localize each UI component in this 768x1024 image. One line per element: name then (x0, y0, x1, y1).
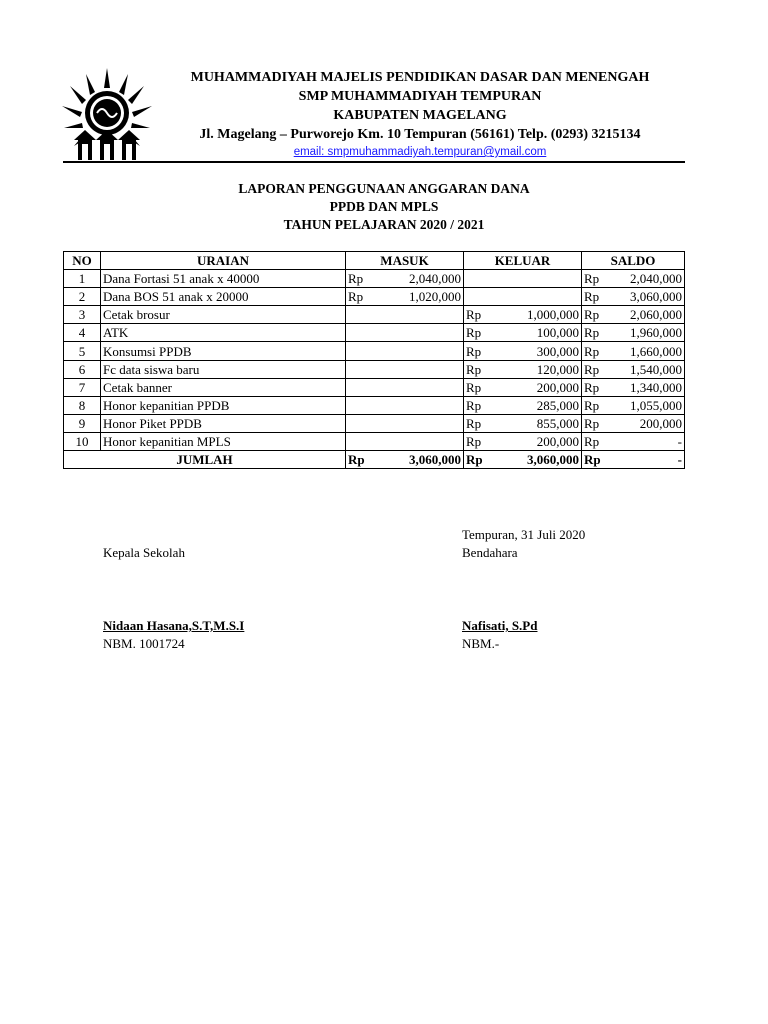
table-row (64, 288, 685, 306)
row-saldo (582, 360, 685, 378)
table-row (64, 396, 685, 414)
left-nbm: NBM. 1001724 (103, 636, 185, 651)
signature-right (462, 544, 518, 562)
total-label: JUMLAH (64, 451, 346, 469)
row-saldo (582, 378, 685, 396)
header-keluar: KELUAR (464, 252, 582, 270)
currency-label: Rp (466, 379, 482, 395)
amount: - (677, 433, 682, 449)
currency-label: Rp (348, 289, 364, 305)
row-uraian: Cetak brosur (101, 306, 346, 324)
currency-label: Rp (466, 361, 482, 377)
row-keluar (464, 270, 582, 288)
row-uraian: Dana BOS 51 anak x 20000 (101, 288, 346, 306)
row-no: 4 (64, 324, 101, 342)
row-uraian: Honor Piket PPDB (101, 414, 346, 432)
row-masuk (346, 378, 464, 396)
amount: 2,040,000 (409, 271, 461, 287)
amount: 200,000 (536, 379, 579, 395)
table-row (64, 432, 685, 450)
amount: 100,000 (536, 325, 579, 341)
header-masuk: MASUK (346, 252, 464, 270)
currency-label: Rp (584, 433, 600, 449)
amount: 1,660,000 (630, 343, 682, 359)
table-row (64, 360, 685, 378)
row-no: 2 (64, 288, 101, 306)
currency-label: Rp (466, 415, 482, 431)
row-masuk (346, 396, 464, 414)
row-keluar (464, 306, 582, 324)
amount: 120,000 (536, 361, 579, 377)
row-no: 3 (64, 306, 101, 324)
report-title-line-2: PPDB DAN MPLS (329, 199, 439, 214)
row-no: 1 (64, 270, 101, 288)
row-uraian: ATK (101, 324, 346, 342)
row-masuk (346, 360, 464, 378)
school-email-link[interactable]: email: smpmuhammadiyah.tempuran@ymail.com (293, 146, 547, 158)
amount: 1,055,000 (630, 397, 682, 413)
table-total-row (64, 451, 685, 469)
row-keluar (464, 414, 582, 432)
amount: 300,000 (536, 343, 579, 359)
currency-label: Rp (466, 343, 482, 359)
currency-label: Rp (466, 307, 482, 323)
row-saldo (582, 342, 685, 360)
row-keluar (464, 324, 582, 342)
amount: 3,060,000 (409, 452, 461, 468)
row-keluar (464, 396, 582, 414)
currency-label: Rp (584, 325, 600, 341)
row-saldo (582, 270, 685, 288)
row-saldo (582, 288, 685, 306)
amount: 1,020,000 (409, 289, 461, 305)
table-row (64, 306, 685, 324)
amount: 2,060,000 (630, 307, 682, 323)
row-keluar (464, 432, 582, 450)
header-uraian: URAIAN (101, 252, 346, 270)
row-uraian: Cetak banner (101, 378, 346, 396)
regency-name: KABUPATEN MAGELANG (333, 108, 507, 123)
row-keluar (464, 288, 582, 306)
header-no: NO (64, 252, 101, 270)
amount: 200,000 (639, 415, 682, 431)
letterhead (150, 68, 690, 160)
amount: - (677, 452, 682, 468)
row-masuk (346, 288, 464, 306)
row-masuk (346, 432, 464, 450)
row-uraian: Konsumsi PPDB (101, 342, 346, 360)
amount: 285,000 (536, 397, 579, 413)
currency-label: Rp (348, 271, 364, 287)
row-saldo (582, 396, 685, 414)
right-nbm: NBM.- (462, 636, 500, 651)
budget-table (63, 251, 685, 469)
row-saldo (582, 414, 685, 432)
amount: 3,060,000 (527, 452, 579, 468)
left-name: Nidaan Hasana,S.T,M.S.I (103, 618, 245, 633)
table-row (64, 270, 685, 288)
amount: 2,040,000 (630, 271, 682, 287)
report-title-line-1: LAPORAN PENGGUNAAN ANGGARAN DANA (238, 181, 530, 196)
currency-label: Rp (584, 289, 600, 305)
currency-label: Rp (584, 379, 600, 395)
row-no: 10 (64, 432, 101, 450)
right-role: Bendahara (462, 545, 518, 560)
currency-label: Rp (584, 415, 600, 431)
row-no: 7 (64, 378, 101, 396)
amount: 1,540,000 (630, 361, 682, 377)
row-keluar (464, 360, 582, 378)
amount: 3,060,000 (630, 289, 682, 305)
row-no: 9 (64, 414, 101, 432)
school-address: Jl. Magelang – Purworejo Km. 10 Tempuran (56161) Telp. (0293) 3215134 (199, 127, 641, 142)
currency-label: Rp (584, 361, 600, 377)
currency-label: Rp (584, 452, 601, 468)
currency-label: Rp (466, 452, 483, 468)
row-saldo (582, 432, 685, 450)
row-masuk (346, 306, 464, 324)
report-title-line-3: TAHUN PELAJARAN 2020 / 2021 (283, 217, 485, 232)
currency-label: Rp (466, 397, 482, 413)
letterhead-divider (63, 161, 685, 163)
row-masuk (346, 324, 464, 342)
table-header-row (64, 252, 685, 270)
row-no: 8 (64, 396, 101, 414)
row-uraian: Honor kepanitian PPDB (101, 396, 346, 414)
currency-label: Rp (466, 433, 482, 449)
currency-label: Rp (584, 397, 600, 413)
currency-label: Rp (584, 343, 600, 359)
amount: 1,000,000 (527, 307, 579, 323)
table-row (64, 414, 685, 432)
row-keluar (464, 342, 582, 360)
organization-name: MUHAMMADIYAH MAJELIS PENDIDIKAN DASAR DAN MENENGAH (190, 70, 650, 85)
total-saldo (582, 451, 685, 469)
row-keluar (464, 378, 582, 396)
row-masuk (346, 270, 464, 288)
row-uraian: Dana Fortasi 51 anak x 40000 (101, 270, 346, 288)
table-row (64, 324, 685, 342)
signature-left (103, 544, 185, 562)
row-masuk (346, 414, 464, 432)
total-masuk (346, 451, 464, 469)
currency-label: Rp (584, 307, 600, 323)
row-uraian: Honor kepanitian MPLS (101, 432, 346, 450)
row-uraian: Fc data siswa baru (101, 360, 346, 378)
left-role: Kepala Sekolah (103, 545, 185, 560)
currency-label: Rp (348, 452, 365, 468)
row-saldo (582, 324, 685, 342)
signature-right-name-block (462, 617, 537, 653)
currency-label: Rp (466, 325, 482, 341)
amount: 855,000 (536, 415, 579, 431)
row-masuk (346, 342, 464, 360)
amount: 1,960,000 (630, 325, 682, 341)
report-title (0, 180, 768, 234)
school-name: SMP MUHAMMADIYAH TEMPURAN (298, 89, 542, 104)
table-row (64, 342, 685, 360)
muhammadiyah-logo (62, 68, 152, 162)
amount: 200,000 (536, 433, 579, 449)
signature-left-name-block (103, 617, 244, 653)
place-date: Tempuran, 31 Juli 2020 (462, 527, 586, 542)
header-saldo: SALDO (582, 252, 685, 270)
currency-label: Rp (584, 271, 600, 287)
table-row (64, 378, 685, 396)
right-name: Nafisati, S.Pd (462, 618, 538, 633)
row-saldo (582, 306, 685, 324)
total-keluar (464, 451, 582, 469)
row-no: 6 (64, 360, 101, 378)
amount: 1,340,000 (630, 379, 682, 395)
row-no: 5 (64, 342, 101, 360)
